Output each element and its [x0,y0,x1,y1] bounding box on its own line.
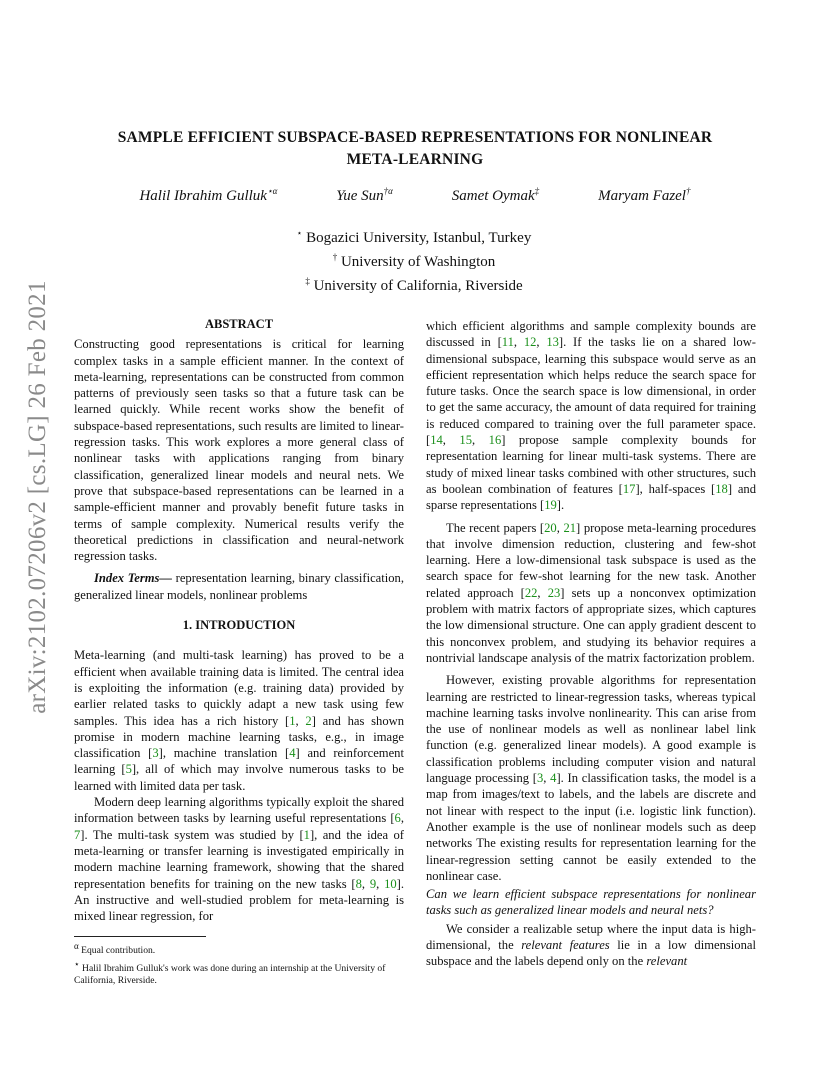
arxiv-sidebar-stamp [14,280,62,714]
abstract-heading: ABSTRACT [204,317,274,331]
paragraph: However, existing provable algorithms for representation learning are restricted to linear-regression tasks, whereas typical machine learning tasks involve nonlinearity. This can arise from the use of nonlinear models as well as nonlinear label link function (e.g. generalized linear models). A good example is classification problems including computer vision and natural language processing [3, 4]. In classification tasks, the model is a map from images/text to labels, and the labels are discrete and not linear with respect to the input (i.e. logistic link function). Another example is the use of nonlinear models such as deep networks The existing results for representation learning for the linear-regression setting cannot be easily extended to the nonlinear case. [426,673,756,883]
citation-link[interactable]: 2 [305,713,312,728]
emphasis-text: Can we learn efficient subspace representations for nonlinear tasks such as generalized linear models and neural nets? [426,887,756,918]
author: Samet Oymak‡ [451,186,540,204]
citation-link[interactable]: 5 [125,762,132,777]
citation-link[interactable]: 4 [550,771,557,786]
citation-link[interactable]: 23 [547,585,561,600]
citation-link[interactable]: 3 [536,771,544,786]
citation-link[interactable]: 20 [544,520,557,535]
author-list [110,186,720,205]
paragraph: The recent papers [20, 21] propose meta-learning procedures that involve dimension reduction, clustering and few-shot learning. Here a low-dimensional task subspace is used as the search space for few-shot learning for the new task. Another related approach [22, 23] sets up a nonconvex optimization problem with matrix factors of appropriate sizes, which captures the low dimensional structure. One can apply gradient descent to this nonconvex problem, and studying its behavior requires a nontrivial landscape analysis of the matrix factorization problem. [426,520,757,665]
citation-link[interactable]: 3 [152,746,159,761]
emphasis-text: relevant features [521,937,610,952]
author: Maryam Fazel† [598,186,691,204]
paragraph: Modern deep learning algorithms typically exploit the shared information between tasks by learning useful representations [6, 7]. The multi-task system was studied by [1], and the idea of meta-learning or transfer learning is investigated empirically in modern machine learning framework, showing that the shared representation benefits for training on the new tasks [8, 9, 10]. An instructive and well-studied problem for meta-learning is mixed linear regression, for [74,795,405,924]
paragraph: which efficient algorithms and sample complexity bounds are discussed in [11, 12, 13]. If the tasks lie on a shared low-dimensional subspace, learning this subspace would serve as an efficient representation which helps reduce the search space for future tasks. Once the search space is low dimensional, in order to get the same accuracy, the amount of data required for training is reduced compared to training over the full parameter space. [14, 15, 16] propose sample complexity bounds for representation learning for linear multi-task systems. There are study of mixed linear tasks combined with other structures, such as boolean combination of features [17], half-spaces [18] and sparse representations [19]. [426,319,757,513]
abstract-text: Constructing good representations is critical for learning complex tasks in a sample efficient manner. In the context of meta-learning, representations can be constructed from common patterns of previously seen tasks so that a future task can be learned quickly. While recent works show the benefit of subspace-based representations, such results are limited to linear-regression tasks. This work explores a more general class of nonlinear tasks with applications ranging from binary classification, generalized linear models and neural nets. We prove that subspace-based representations can be learned in a sample-efficient manner and provably benefit future tasks in terms of sample complexity. Numerical results verify the theoretical predictions in classification and neural-network regression tasks. [74,337,404,564]
citation-link[interactable]: 8 [355,876,362,891]
citation-link[interactable]: 18 [715,481,728,496]
citation-link[interactable]: 21 [563,520,577,535]
citation-link[interactable]: 11 [501,335,514,350]
citation-link[interactable]: 16 [488,433,502,448]
arxiv-id: arXiv:2102.07206v2 [cs.LG] 26 Feb 2021 [24,280,51,714]
author: Yue Sun$^{\dagger\alpha}$ [336,186,393,204]
citation-link[interactable]: 10 [384,876,397,891]
title-line: META-LEARNING [346,151,484,168]
citation-link[interactable]: 4 [289,746,296,761]
right-column [426,318,756,970]
title-line: SAMPLE EFFICIENT SUBSPACE-BASED REPRESENTATIONS FOR NONLINEAR [117,129,713,146]
affiliation: † University of Washington [332,252,496,270]
intro-heading: 1. INTRODUCTION [182,618,296,633]
footnote-rule [74,936,206,937]
citation-link[interactable]: 7 [74,827,81,842]
left-column [74,316,404,924]
author: Halil Ibrahim Gulluk$^{⋆\alpha}$ [139,186,278,204]
citation-link[interactable]: 14 [430,433,443,448]
footnote: $^\alpha$ Equal contribution. [74,941,156,957]
index-terms: Index Terms— representation learning, binary classification, generalized linear models, nonlinear problems [74,571,404,602]
affiliation: ‡ University of California, Riverside [305,276,523,294]
affiliations [200,224,628,296]
affiliation: ⋆ Bogazici University, Istanbul, Turkey [296,228,532,246]
citation-link[interactable]: 17 [622,481,636,496]
citation-link[interactable]: 1 [289,713,296,728]
citation-link[interactable]: 13 [546,335,559,350]
citation-link[interactable]: 12 [523,335,537,350]
citation-link[interactable]: 22 [524,585,538,600]
citation-link[interactable]: 19 [544,498,557,513]
citation-link[interactable]: 9 [369,876,377,891]
citation-link[interactable]: 6 [394,811,401,826]
emphasis-text: relevant [646,954,688,969]
paragraph: We consider a realizable setup where the input data is high-dimensional, the relevant features lie in a low dimensional subspace and the labels depend only on the relevant [426,921,756,969]
paragraph: Meta-learning (and multi-task learning) has proved to be a efficient when available training data is limited. The central idea is exploiting the information (e.g. training data) provided by earlier related tasks to quickly adapt a new task using few samples. This idea has a rich history [1, 2] and has shown promise in modern machine learning tasks, e.g., in image classification [3], machine translation [4] and reinforcement learning [5], all of which may involve numerous tasks to be learned with limited data per task. [74,648,405,793]
citation-link[interactable]: 1 [303,827,310,842]
footnote: ⋆ Halil Ibrahim Gulluk's work was done during an internship at the University of California, Riverside. [74,958,386,987]
research-question [426,886,756,919]
paper-title [100,127,730,171]
citation-link[interactable]: 15 [459,433,473,448]
footnotes [74,940,404,988]
